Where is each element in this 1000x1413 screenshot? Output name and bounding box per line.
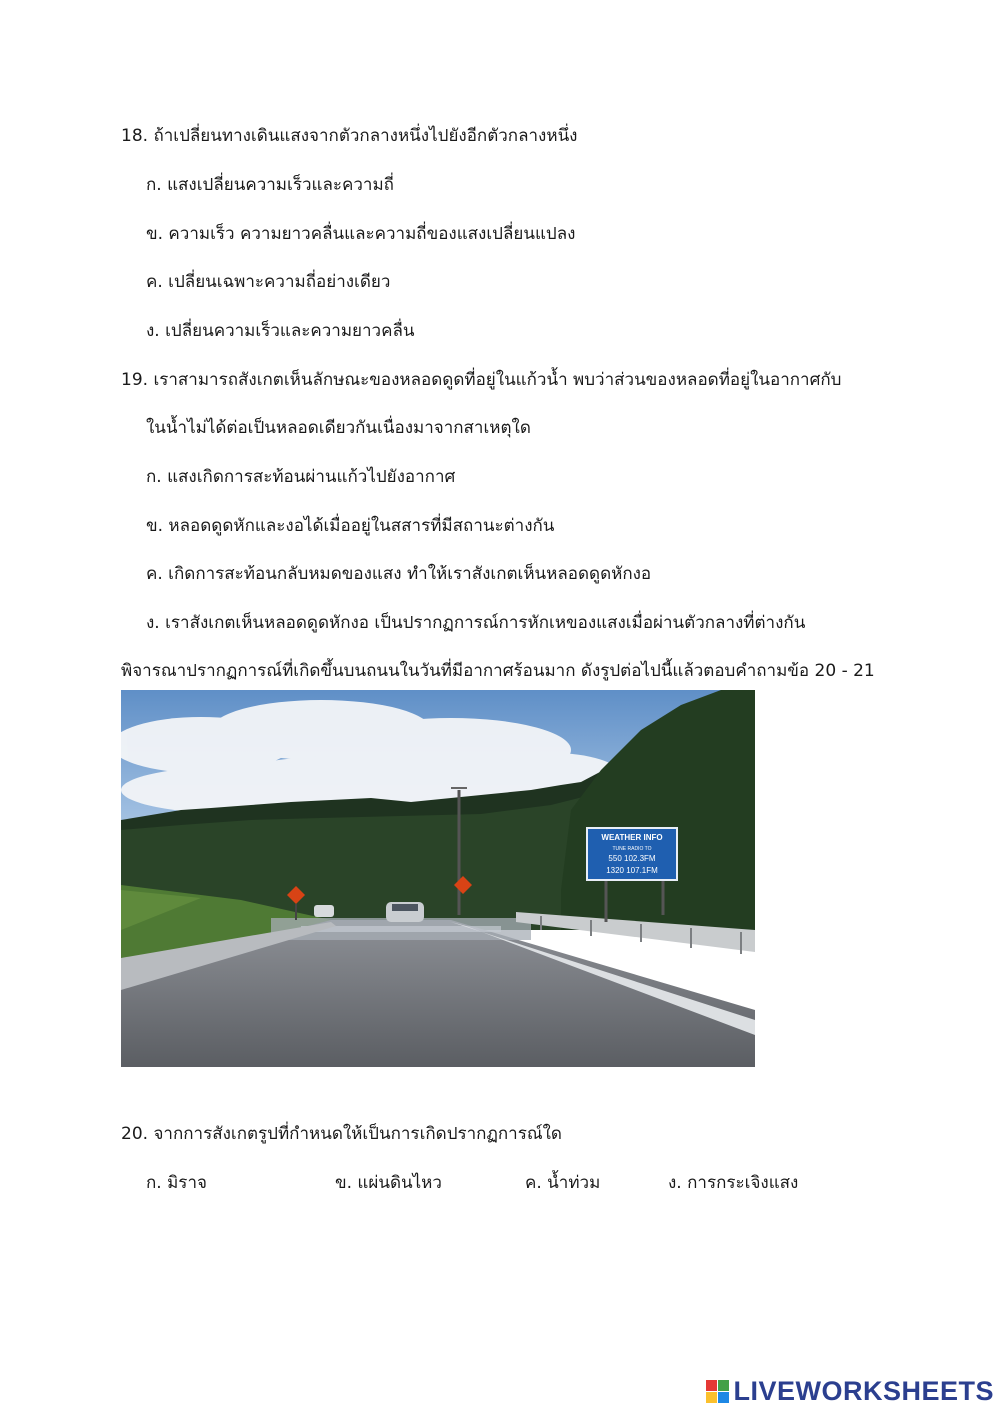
question-19-line1: 19. เราสามารถสังเกตเห็นลักษณะของหลอดดูดที่อยู่ในแก้วน้ำ พบว่าส่วนของหลอดที่อยู่ในอากาศกับ <box>121 370 842 390</box>
sign-subtitle: TUNE RADIO TO <box>612 846 652 852</box>
question-18: 18. ถ้าเปลี่ยนทางเดินแสงจากตัวกลางหนึ่งไปยังอีกตัวกลางหนึ่ง <box>121 126 578 146</box>
q20-option-c: ค. น้ำท่วม <box>525 1173 601 1193</box>
q19-option-c: ค. เกิดการสะท้อนกลับหมดของแสง ทำให้เราสังเกตเห็นหลอดดูดหักงอ <box>146 564 652 584</box>
q18-option-d: ง. เปลี่ยนความเร็วและความยาวคลื่น <box>146 321 415 341</box>
sign-row-1: 550 102.3FM <box>608 854 656 863</box>
q18-option-c: ค. เปลี่ยนเฉพาะความถี่อย่างเดียว <box>146 272 391 292</box>
question-19-line2: ในน้ำไม่ได้ต่อเป็นหลอดเดียวกันเนื่องมาจากสาเหตุใด <box>146 418 531 438</box>
q19-option-a: ก. แสงเกิดการสะท้อนผ่านแก้วไปยังอากาศ <box>146 467 456 487</box>
liveworksheets-logo-icon <box>706 1380 729 1403</box>
q18-option-a: ก. แสงเปลี่ยนความเร็วและความถี่ <box>146 175 394 195</box>
q19-option-b: ข. หลอดดูดหักและงอได้เมื่ออยู่ในสสารที่มีสถานะต่างกัน <box>146 516 555 536</box>
road-mirage-photo <box>121 690 755 1067</box>
q20-option-a: ก. มิราจ <box>146 1173 207 1193</box>
sign-title: WEATHER INFO <box>601 833 663 842</box>
q20-option-b: ข. แผ่นดินไหว <box>335 1173 442 1193</box>
liveworksheets-wordmark: LIVEWORKSHEETS <box>733 1376 994 1406</box>
question-20: 20. จากการสังเกตรูปที่กำหนดให้เป็นการเกิดปรากฏการณ์ใด <box>121 1124 562 1144</box>
q18-option-b: ข. ความเร็ว ความยาวคลื่นและความถี่ของแสงเปลี่ยนแปลง <box>146 224 576 244</box>
scenario-intro: พิจารณาปรากฏการณ์ที่เกิดขึ้นบนถนนในวันที่มีอากาศร้อนมาก ดังรูปต่อไปนี้แล้วตอบคำถามข้อ 20 - 21 <box>121 661 875 681</box>
liveworksheets-branding[interactable] <box>706 1376 994 1407</box>
q20-option-d: ง. การกระเจิงแสง <box>668 1173 799 1193</box>
sign-row-2: 1320 107.1FM <box>606 866 658 875</box>
q19-option-d: ง. เราสังเกตเห็นหลอดดูดหักงอ เป็นปรากฏการณ์การหักเหของแสงเมื่อผ่านตัวกลางที่ต่างกัน <box>146 613 806 633</box>
